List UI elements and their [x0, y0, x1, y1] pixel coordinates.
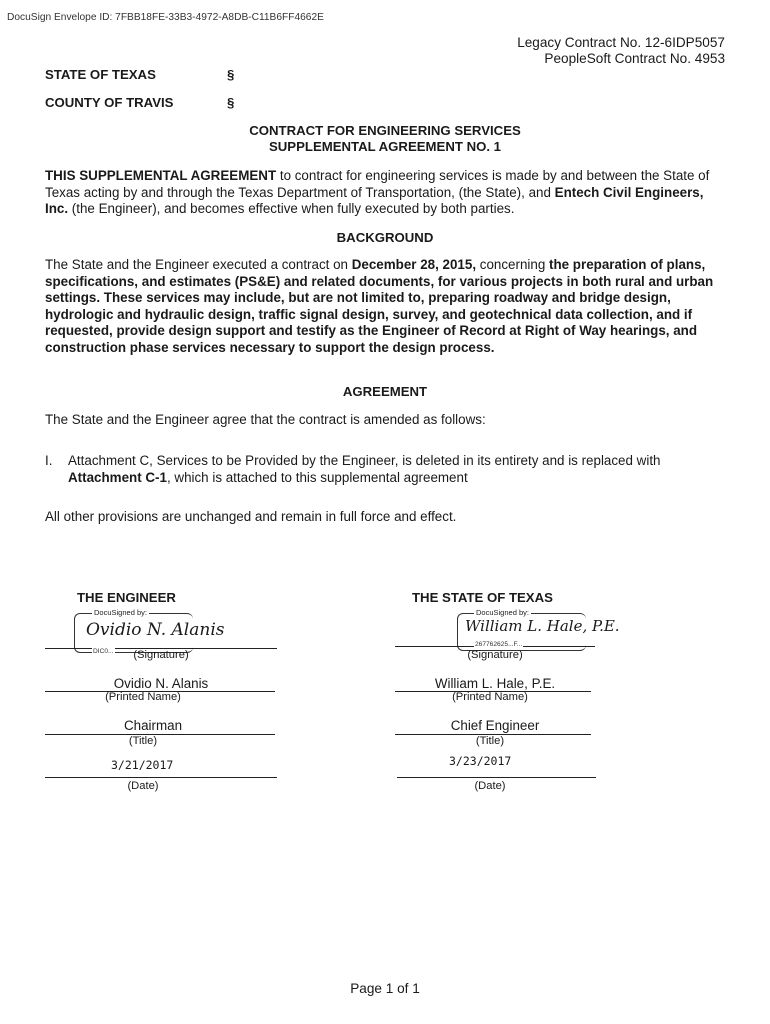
- title-line-1: CONTRACT FOR ENGINEERING SERVICES: [249, 123, 521, 138]
- engineer-handwritten-signature: Ovidio N. Alanis: [86, 620, 225, 640]
- amendment-text-1: Attachment C, Services to be Provided by the Engineer, is deleted in its entirety and is replaced with: [68, 453, 661, 468]
- contract-numbers: [517, 35, 725, 67]
- legacy-contract-number: Legacy Contract No. 12-6IDP5057: [517, 35, 725, 50]
- state-date-line: [397, 777, 596, 778]
- state-column-heading: THE STATE OF TEXAS: [412, 590, 553, 605]
- amendment-item: [68, 453, 728, 486]
- amendment-text-2: , which is attached to this supplemental agreement: [166, 469, 468, 485]
- engineer-signature-label: (Signature): [133, 649, 189, 661]
- section-symbol-county: §: [227, 95, 235, 110]
- state-title: Chief Engineer: [450, 718, 540, 733]
- background-heading: BACKGROUND: [336, 230, 434, 245]
- attachment-name: Attachment C-1: [68, 469, 167, 485]
- engineer-date-label: (Date): [127, 780, 159, 792]
- engineer-title: Chairman: [123, 718, 183, 733]
- engineer-printed-name-label: (Printed Name): [105, 691, 181, 703]
- state-title-label: (Title): [475, 735, 505, 747]
- state-printed-name-label: (Printed Name): [452, 691, 528, 703]
- title-line-2: SUPPLEMENTAL AGREEMENT NO. 1: [268, 139, 502, 154]
- page-number: Page 1 of 1: [350, 981, 420, 996]
- intro-paragraph: [45, 168, 725, 218]
- closing-statement: All other provisions are unchanged and remain in full force and effect.: [45, 509, 457, 524]
- engineer-name: Entech Civil Engineers, Inc.: [45, 184, 704, 217]
- scope-of-services: the preparation of plans, specifications, and estimates (PS&E) and related documents, for various projects in both rural and urban settings. These services may include, but are not limited to, preparing roadway and bridge design, hydrologic and hydraulic design, traffic signal design, survey, and geotechnical data collection, and if requested, provide design support and testify as the Engineer of Record at Right of Way hearings, and construction phase services necessary to support the design process.: [45, 257, 714, 355]
- background-paragraph: [45, 257, 725, 357]
- intro-text-2: (the Engineer), and becomes effective when fully executed by both parties.: [68, 201, 515, 217]
- engineer-printed-name: Ovidio N. Alanis: [113, 676, 209, 691]
- amendment-item-number: I.: [45, 453, 53, 468]
- engineer-column-heading: THE ENGINEER: [77, 590, 176, 605]
- docusign-envelope-id: DocuSign Envelope ID: 7FBB18FE-33B3-4972-A8DB-C11B6FF4662E: [7, 12, 324, 23]
- venue-state: STATE OF TEXAS: [45, 67, 156, 82]
- state-printed-name: William L. Hale, P.E.: [434, 676, 556, 691]
- intro-text-1: to contract for engineering services is made by and between the State of Texas acting by and through the Texas Department of Transportation, (the State), and: [45, 168, 710, 200]
- engineer-date: 3/21/2017: [111, 758, 174, 772]
- engineer-docusigned-by: DocuSigned by:: [94, 608, 147, 617]
- engineer-title-label: (Title): [128, 735, 158, 747]
- venue-county: COUNTY OF TRAVIS: [45, 95, 174, 110]
- state-date: 3/23/2017: [449, 754, 512, 768]
- state-docusigned-by: DocuSigned by:: [476, 608, 529, 617]
- state-date-label: (Date): [474, 780, 506, 792]
- agreement-heading: AGREEMENT: [342, 384, 428, 399]
- document-title: [0, 123, 770, 155]
- intro-lead: THIS SUPPLEMENTAL AGREEMENT: [45, 168, 277, 183]
- agreement-intro: The State and the Engineer agree that the contract is amended as follows:: [45, 412, 486, 427]
- state-handwritten-signature: William L. Hale, P.E.: [465, 617, 620, 635]
- state-signature-label: (Signature): [467, 649, 523, 661]
- contract-date: December 28, 2015,: [351, 257, 477, 272]
- engineer-date-line: [45, 777, 277, 778]
- section-symbol-state: §: [227, 67, 235, 82]
- engineer-docusign-id: DIC0...: [93, 648, 114, 655]
- state-docusign-id: 267762625...F...: [475, 641, 523, 648]
- background-text-1: The State and the Engineer executed a contract on: [45, 257, 352, 272]
- background-text-2: concerning: [476, 257, 549, 272]
- peoplesoft-contract-number: PeopleSoft Contract No. 4953: [544, 51, 725, 66]
